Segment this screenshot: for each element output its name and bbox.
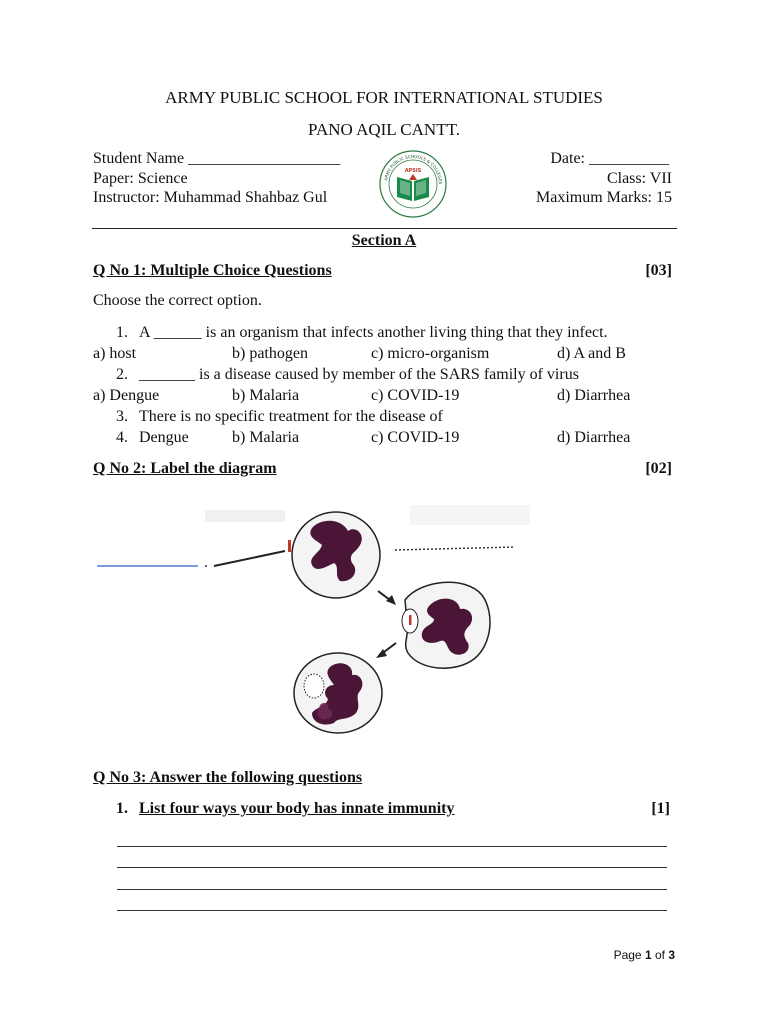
q2-heading: Q No 2: Label the diagram — [93, 460, 277, 477]
q1-3-option-b: b) Malaria — [232, 429, 300, 446]
q1-3-num: 4. — [116, 429, 128, 446]
svg-text:APSIS: APSIS — [404, 168, 422, 174]
q1-2-option-a: a) Dengue — [93, 387, 160, 404]
q1-option-c: c) micro-organism — [371, 345, 490, 362]
class-label: Class: VII — [606, 170, 672, 187]
q1-3-option-d: d) Diarrhea — [557, 429, 631, 446]
date-label: Date: __________ — [550, 150, 669, 167]
q1-item-3-text: There is no specific treatment for the disease of — [139, 408, 443, 425]
answer-line-3[interactable] — [117, 889, 667, 890]
q1-2-option-b: b) Malaria — [232, 387, 300, 404]
q1-item-1-num: 1. — [116, 324, 128, 341]
q1-item-1-text: A ______ is an organism that infects another living thing that they infect. — [139, 324, 608, 341]
q1-heading: Q No 1: Multiple Choice Questions — [93, 262, 332, 279]
instructor-label: Instructor: Muhammad Shahbaz Gul — [93, 189, 328, 206]
q1-item-3-num: 3. — [116, 408, 128, 425]
q1-3-option-c: c) COVID-19 — [371, 429, 460, 446]
q1-2-option-d: d) Diarrhea — [557, 387, 631, 404]
school-name: ARMY PUBLIC SCHOOL FOR INTERNATIONAL STUDIES — [165, 88, 603, 107]
q1-instruction: Choose the correct option. — [93, 292, 262, 309]
q1-option-b: b) pathogen — [232, 345, 308, 362]
paper-label: Paper: Science — [93, 170, 188, 187]
q1-3-option-a: Dengue — [139, 429, 189, 446]
answer-line-2[interactable] — [117, 867, 667, 868]
q1-item-2-text: _______ is a disease caused by member of the SARS family of virus — [139, 366, 579, 383]
q3-item-1-num: 1. — [116, 800, 128, 817]
school-location: PANO AQIL CANTT. — [308, 120, 460, 139]
svg-text:ARMY PUBLIC SCHOOLS & COLLEGES: ARMY PUBLIC SCHOOLS & COLLEGES — [383, 153, 444, 185]
max-marks-label: Maximum Marks: 15 — [536, 189, 672, 206]
school-logo — [376, 147, 450, 221]
q3-item-1-text: List four ways your body has innate immunity — [139, 800, 455, 817]
student-name-label: Student Name ___________________ — [93, 150, 341, 167]
diagram-figure — [90, 495, 550, 760]
q3-item-1-marks: [1] — [651, 800, 670, 817]
q1-option-d: d) A and B — [557, 345, 626, 362]
q1-item-2-num: 2. — [116, 366, 128, 383]
q1-2-option-c: c) COVID-19 — [371, 387, 460, 404]
page-number: Page 1 of 3 — [613, 948, 675, 962]
header-divider — [92, 228, 677, 229]
answer-line-4[interactable] — [117, 910, 667, 911]
school-logo-emblem — [376, 147, 450, 221]
phagocytosis-diagram — [90, 495, 550, 760]
q1-option-a: a) host — [93, 345, 137, 362]
q3-heading: Q No 3: Answer the following questions — [93, 769, 363, 786]
q1-marks: [03] — [645, 262, 672, 279]
q2-marks: [02] — [645, 460, 672, 477]
answer-line-1[interactable] — [117, 846, 667, 847]
section-title: Section A — [351, 232, 417, 249]
